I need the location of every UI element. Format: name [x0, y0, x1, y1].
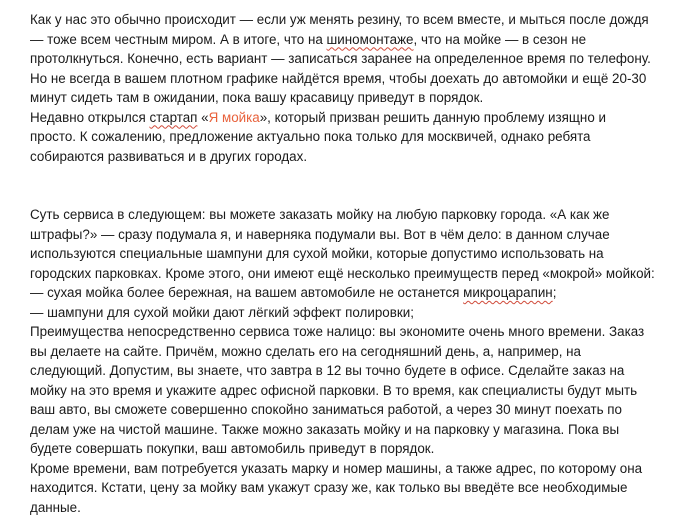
text-line: протолкнуться. Конечно, есть вариант — записаться заранее на определенное время по телефону. — [30, 51, 651, 66]
text-line: минут сидеть там в ожидании, пока вашу красавицу приведут в порядок. — [30, 90, 484, 105]
text-line: ваш авто, вы сможете совершенно спокойно заниматься работой, а через 30 минут поехать по — [30, 402, 623, 417]
paragraph-gap — [30, 166, 660, 205]
text-segment: , что на мойке — в сезон не — [413, 31, 587, 47]
text-line: Как у нас это обычно происходит — если уж менять резину, то всем вместе, и мыться после дождя — [30, 12, 649, 27]
spellcheck-word: стартап — [149, 109, 198, 125]
spellcheck-word: шиномонтаже — [326, 31, 414, 47]
text-line — [30, 30, 660, 50]
text-segment: Недавно открылся — [30, 109, 150, 125]
spellcheck-word: микроцарапин — [463, 285, 553, 300]
text-line: — шампуни для сухой мойки дают лёгкий эффект полировки; — [30, 304, 414, 320]
text-line: будете совершать покупки, ваш автомобиль приведут в порядок. — [30, 441, 435, 456]
text-line: находится. Кстати, цену за мойку вам укажут сразу же, как только вы введёте все необходимые — [30, 480, 628, 495]
text-line: Кроме времени, вам потребуется указать марку и номер машины, а также адрес, по которому она — [30, 460, 643, 476]
text-line — [30, 283, 660, 303]
paragraph-service — [30, 205, 660, 517]
text-line: городских парковках. Кроме этого, они имеют ещё несколько преимуществ перед «мокрой» мойкой: — [30, 265, 655, 281]
text-line: собираются развиваться и в других городах. — [30, 148, 308, 164]
text-line: используются специальные шампуни для сухой мойки, которые допустимо использовать на — [30, 246, 604, 261]
paragraph-startup — [30, 108, 660, 167]
text-line: делам уже на чистой машине. Также можно заказать мойку и на парковку у магазина. Пока вы — [30, 421, 620, 437]
document-body — [30, 10, 660, 517]
text-line: следующий. Допустим, вы знаете, что завтра в 12 вы точно будете в офисе. Сделайте заказ на — [30, 363, 625, 378]
text-segment: — сухая мойка более бережная, на вашем автомобиле не останется — [30, 285, 464, 300]
service-link[interactable]: Я мойка — [208, 109, 260, 125]
text-line: Преимущества непосредственно сервиса тоже налицо: вы экономите очень много времени. Заказ — [30, 324, 645, 339]
text-line: штрафы?» — сразу подумала я, и наверняка подумали вы. Вот в чём дело: в данном случае — [30, 226, 610, 242]
text-line: данные. — [30, 499, 81, 515]
text-line — [30, 108, 660, 128]
paragraph-intro — [30, 10, 660, 108]
text-segment: », который призван решить данную проблему изящно и — [259, 109, 606, 125]
text-segment: ; — [552, 285, 557, 300]
text-segment: « — [197, 109, 209, 125]
text-line: просто. К сожалению, предложение актуально пока только для москвичей, однако ребята — [30, 129, 591, 144]
text-line: Суть сервиса в следующем: вы можете заказать мойку на любую парковку города. «А как же — [30, 207, 610, 222]
text-line: вы делаете на сайте. Причём, можно сделать его на сегодняшний день, а, например, на — [30, 343, 581, 359]
text-line: Но не всегда в вашем плотном графике найдётся время, чтобы доехать до автомойки и ещё 20-30 — [30, 70, 647, 86]
text-line: мойку на это время и укажите адрес офисной парковки. В то время, как специалисты будут мыть — [30, 382, 638, 398]
text-segment: — тоже всем честным миром. А в итоге, что на — [30, 31, 327, 47]
